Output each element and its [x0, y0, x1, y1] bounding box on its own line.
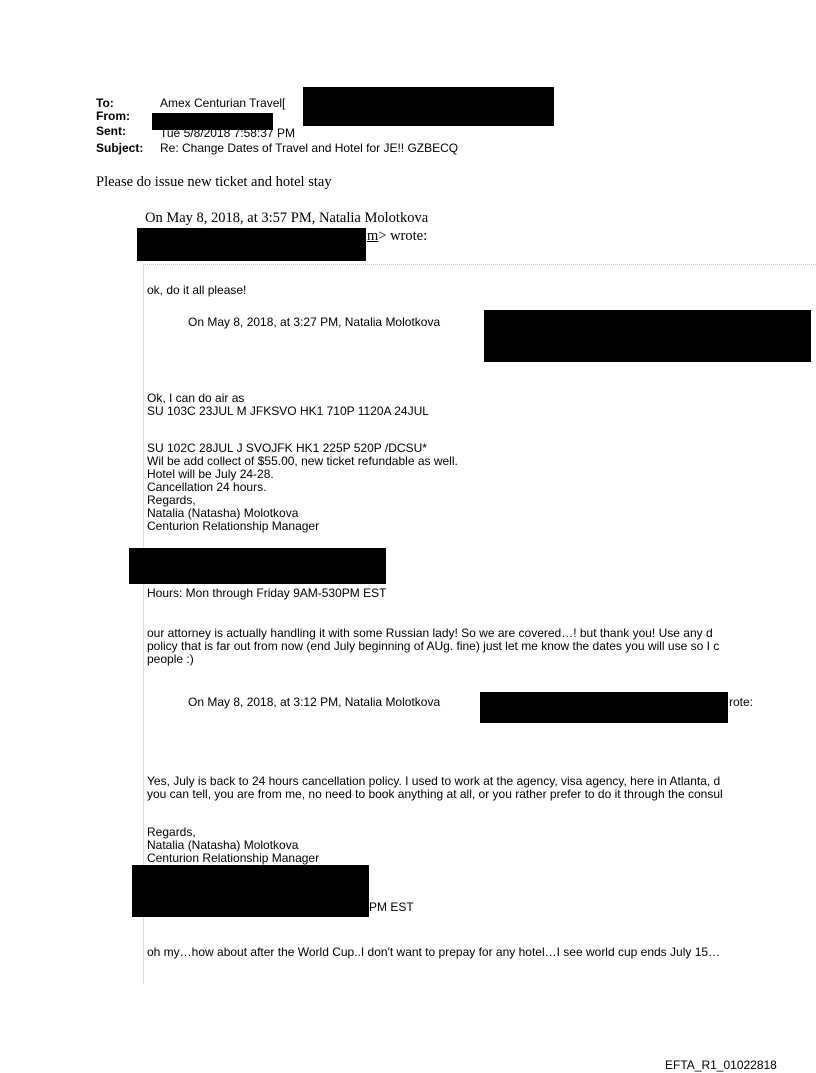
subject-value: Re: Change Dates of Travel and Hotel for JE!! GZBECQ	[160, 141, 459, 155]
footer-document-id: EFTA_R1_01022818	[665, 1058, 777, 1072]
details-block	[147, 442, 458, 533]
quote-top-rule	[143, 264, 816, 265]
world-cup-line: oh my…how about after the World Cup..I don't want to prepay for any hotel…I see world cup ends July 15…	[147, 945, 721, 959]
hours-tail: PM EST	[369, 900, 414, 914]
subject-label: Subject:	[96, 141, 144, 155]
signature2-line: Regards,	[147, 825, 196, 839]
sent-value: Tue 5/8/2018 7:58:37 PM	[160, 126, 295, 140]
quote3-tail: rote:	[729, 695, 754, 709]
july-line: Yes, July is back to 24 hours cancellation policy. I used to work at the agency, visa agency, here in Atlanta, d	[147, 774, 721, 788]
sent-label: Sent:	[96, 124, 126, 138]
attorney-line: policy that is far out from now (end July beginning of AUg. fine) just let me know the dates you will use so I c	[147, 639, 720, 653]
hours-line: Hours: Mon through Friday 9AM-530PM EST	[147, 586, 387, 600]
quote1-tail-underlined: m	[367, 228, 379, 244]
redaction-to	[303, 87, 554, 126]
details-line: Centurion Relationship Manager	[147, 519, 320, 533]
quote3-attribution: On May 8, 2018, at 3:12 PM, Natalia Molotkova	[188, 695, 441, 709]
details-line: Natalia (Natasha) Molotkova	[147, 506, 299, 520]
air-block	[147, 392, 429, 418]
details-line: Hotel will be July 24-28.	[147, 467, 274, 481]
redaction-signature1	[129, 548, 386, 584]
details-line: Regards,	[147, 493, 196, 507]
quote1-attribution: On May 8, 2018, at 3:57 PM, Natalia Molotkova	[145, 210, 429, 226]
msg-ok: ok, do it all please!	[147, 283, 247, 297]
attorney-line: our attorney is actually handling it with some Russian lady! So we are covered…! but thank you! Use any d	[147, 626, 713, 640]
redaction-quote3-email	[480, 692, 728, 723]
attorney-line: people :)	[147, 652, 194, 666]
body-line: Please do issue new ticket and hotel stay	[96, 174, 332, 190]
quote1-tail-text: > wrote:	[378, 228, 428, 244]
signature2-line: Natalia (Natasha) Molotkova	[147, 838, 299, 852]
air-line: SU 103C 23JUL M JFKSVO HK1 710P 1120A 24JUL	[147, 404, 429, 418]
quote2-attribution: On May 8, 2018, at 3:27 PM, Natalia Molotkova	[188, 315, 441, 329]
signature2-line: Centurion Relationship Manager	[147, 851, 320, 865]
details-line: Wil be add collect of $55.00, new ticket refundable as well.	[147, 454, 458, 468]
details-line: SU 102C 28JUL J SVOJFK HK1 225P 520P /DCSU*	[147, 441, 427, 455]
signature2	[147, 826, 319, 865]
redaction-quote2-email	[484, 310, 811, 362]
july-block	[147, 775, 723, 801]
to-value: Amex Centurian Travel[	[160, 96, 286, 110]
from-label: From:	[96, 109, 130, 123]
quote1-tail	[367, 228, 427, 245]
details-line: Cancellation 24 hours.	[147, 480, 267, 494]
redaction-quote1-email	[137, 228, 366, 261]
july-line: you can tell, you are from me, no need to book anything at all, or you rather prefer to do it through the consul	[147, 787, 723, 801]
redaction-signature2	[132, 865, 369, 917]
air-line: Ok, I can do air as	[147, 391, 245, 405]
to-label: To:	[96, 96, 114, 110]
attorney-block	[147, 627, 719, 666]
